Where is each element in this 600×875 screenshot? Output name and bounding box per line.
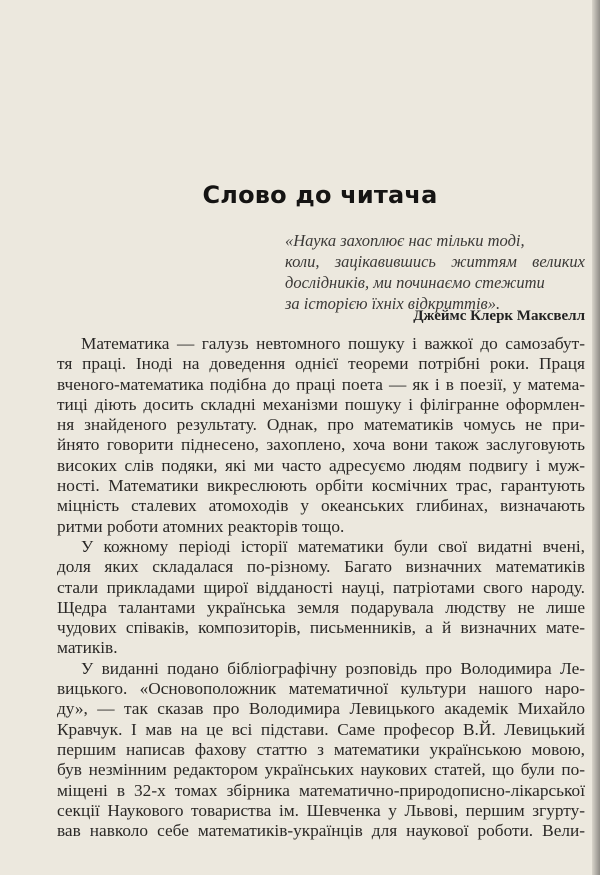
text-line: ритми роботи атомних реакторів тощо. xyxy=(57,516,345,536)
text-line: вав навколо себе математиків-українців для наукової роботи. Вели- xyxy=(57,821,585,841)
paragraph xyxy=(57,334,585,537)
text-line: ня знайденого результату. Однак, про математиків чомусь не при- xyxy=(57,415,585,435)
epigraph-line: дослідників, ми починаємо стежити xyxy=(285,273,545,292)
text-line: вицького. «Основоположник математичної культури нашого наро- xyxy=(57,679,585,699)
text-line: секції Наукового товариства ім. Шевченка у Львові, першим згурту- xyxy=(57,800,585,820)
epigraph-line: за історією їхніх відкриттів». xyxy=(285,294,501,313)
text-line: першим написав фахову статтю з математики українською мовою, xyxy=(57,739,585,759)
text-line: ності. Математики викреслюють орбіти космічних трас, гарантують xyxy=(57,476,585,496)
epigraph-author: Джеймс Клерк Максвелл xyxy=(413,308,585,324)
text-line: високих слів подяки, які ми часто адресуємо людям подвигу і муж- xyxy=(57,455,585,475)
text-line: тя праці. Іноді на доведення однієї теореми потрібні роки. Праця xyxy=(57,354,585,374)
paragraph xyxy=(57,659,585,842)
text-line: був незмінним редактором українських наукових статей, що були по- xyxy=(57,760,585,780)
text-line: міщені в 32-х томах збірника математично-природописно-лікарської xyxy=(57,780,585,800)
page-edge-shadow xyxy=(592,0,600,875)
text-line: У кожному періоді історії математики були свої видатні вчені, xyxy=(81,536,585,556)
text-line: матиків. xyxy=(57,638,118,658)
text-line: тиці діють досить складні механізми пошуку і філігранне оформлен- xyxy=(57,394,585,414)
paragraph xyxy=(57,537,585,659)
text-line: чудових співаків, композиторів, письменників, а й визначних мате- xyxy=(57,618,585,638)
epigraph-line: коли, зацікавившись життям великих xyxy=(285,252,585,271)
epigraph xyxy=(285,230,585,314)
text-line: доля яких складалася по-різному. Багато визначних математиків xyxy=(57,557,585,577)
text-line: стали прикладами щирої відданості науці, патріотами свого народу. xyxy=(57,577,585,597)
page-title: Слово до читача xyxy=(202,181,438,209)
epigraph-line: «Наука захоплює нас тільки тоді, xyxy=(285,231,525,250)
body-text xyxy=(57,334,585,841)
text-line: Математика — галузь невтомного пошуку і важкої до самозабут- xyxy=(81,334,585,353)
text-line: йнято говорити піднесено, захоплено, хоча вони також заслуговують xyxy=(57,435,585,455)
text-line: Щедра талантами українська земля подарувала людству не лише xyxy=(57,597,585,617)
text-line: ду», — так сказав про Володимира Левицького академік Михайло xyxy=(57,699,585,719)
text-line: міцність сталевих атомоходів у океанських глибинах, визначають xyxy=(57,496,585,516)
text-line: вченого-математика подібна до праці поета — як і в поезії, у матема- xyxy=(57,374,585,394)
text-line: У виданні подано бібліографічну розповідь про Володимира Ле- xyxy=(81,658,585,678)
text-line: Кравчук. І мав на це всі підстави. Саме професор В.Й. Левицький xyxy=(57,719,585,739)
